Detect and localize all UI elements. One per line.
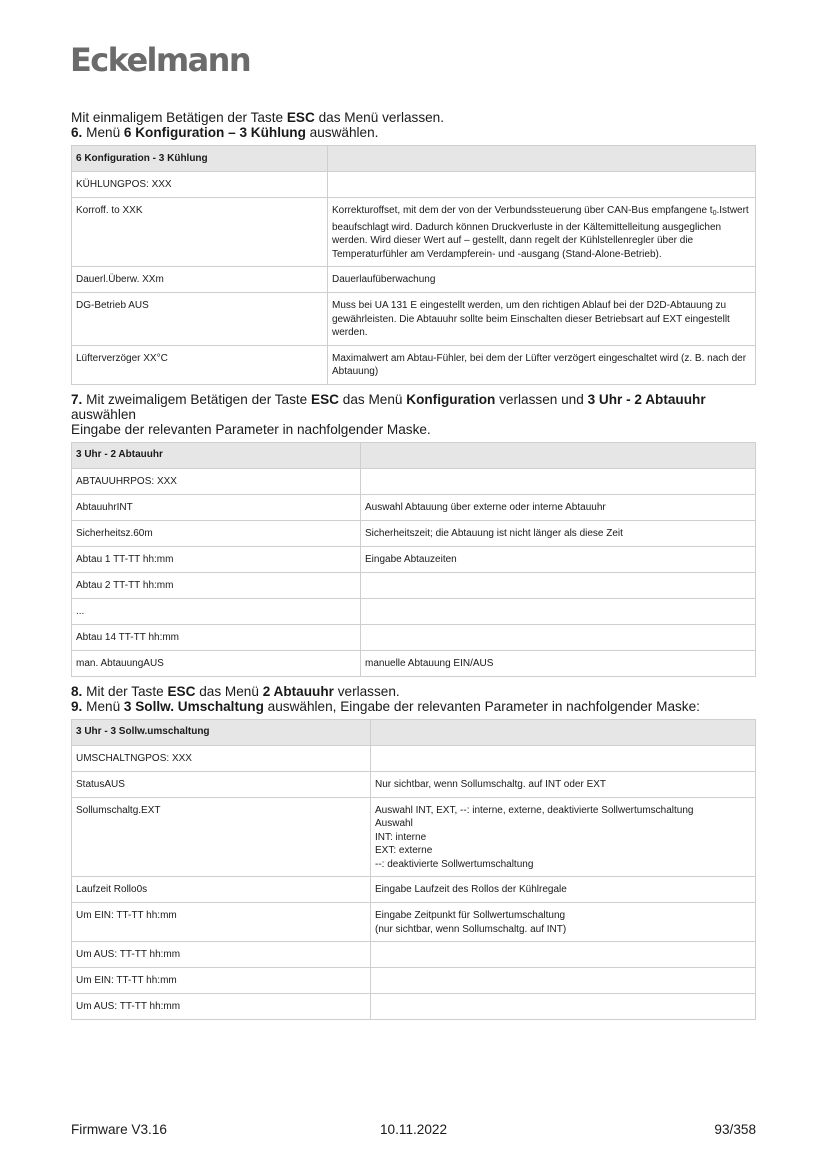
table-row: ...: [72, 598, 756, 624]
table-header-row: [72, 146, 756, 172]
step-5-text: Mit einmaligem Betätigen der Taste ESC das Menü verlassen.: [71, 110, 445, 125]
table-abtauuhr: [71, 442, 756, 677]
main-content: [71, 110, 756, 1027]
table-header-row: [72, 719, 756, 745]
table-kuehlung: [71, 145, 756, 385]
table-row: Um EIN: TT-TT hh:mm Eingabe Zeitpunkt für Sollwertumschaltung (nur sichtbar, wenn Sollumschaltg. auf INT): [72, 903, 756, 942]
table-row: Um EIN: TT-TT hh:mm: [72, 968, 756, 994]
step-7-subtext: Eingabe der relevanten Parameter in nachfolgender Maske.: [71, 421, 431, 437]
table-row: UMSCHALTNGPOS: XXX: [72, 745, 756, 771]
step-8-text: 8. Mit der Taste ESC das Menü 2 Abtauuhr verlassen.: [71, 683, 400, 699]
table-header-row: [72, 442, 756, 468]
table-row: StatusAUS Nur sichtbar, wenn Sollumschaltg. auf INT oder EXT: [72, 771, 756, 797]
footer-page-number: 93/358: [714, 1122, 756, 1137]
table-row: Lüfterverzöger XX°C Maximalwert am Abtau-Fühler, bei dem der Lüfter verzögert eingeschaltet wird (z. B. nach der Abtauung): [72, 345, 756, 384]
table-row: AbtauuhrINT Auswahl Abtauung über externe oder interne Abtauuhr: [72, 494, 756, 520]
table-row: Laufzeit Rollo0s Eingabe Laufzeit des Rollos der Kühlregale: [72, 877, 756, 903]
table-row: man. AbtauungAUS manuelle Abtauung EIN/AUS: [72, 650, 756, 676]
table-row: ABTAUUHRPOS: XXX: [72, 468, 756, 494]
table-sollw-umschaltung: [71, 719, 756, 1021]
table-row: DG-Betrieb AUS Muss bei UA 131 E eingestellt werden, um den richtigen Ablauf bei der D2D-Abtauung zu gewährleisten. Die Abtauuhr sollte beim Einschalten dieser Betriebsart auf EXT eingestellt werden.: [72, 293, 756, 346]
table-row: Dauerl.Überw. XXm Dauerlaufüberwachung: [72, 267, 756, 293]
korroff-description: Korrekturoffset, mit dem der von der Verbundssteuerung über CAN-Bus empfangene $t_0.Istwert$ beaufschlagt wird. Dadurch können Druckverluste in der Kältemittelleitung ausgeglichen werden. Wird dieser Wert auf – gestellt, dann regelt der Kühlstellenregler über die Temperaturfühler am Verdampferein- und -ausgang (Stand-Alone-Betrieb).: [328, 198, 756, 267]
table-row: Um AUS: TT-TT hh:mm: [72, 942, 756, 968]
step-7-text: 7. Mit zweimaligem Betätigen der Taste ESC das Menü Konfiguration verlassen und 3 Uhr - 2 Abtauuhr auswählen: [71, 391, 706, 422]
footer-date: 10.11.2022: [380, 1122, 448, 1137]
table-row: Abtau 2 TT-TT hh:mm: [72, 572, 756, 598]
table-header: 3 Uhr - 2 Abtauuhr: [72, 442, 361, 468]
table-row: Sicherheitsz.60m Sicherheitszeit; die Abtauung ist nicht länger als diese Zeit: [72, 520, 756, 546]
table-row: Sollumschaltg.EXT Auswahl INT, EXT, --: interne, externe, deaktivierte Sollwertumschaltung Auswahl INT: interne EXT: externe --: deaktivierte Sollwertumschaltung: [72, 797, 756, 877]
eckelmann-logo: Eckelmann: [70, 41, 251, 79]
table-header: 6 Konfiguration - 3 Kühlung: [72, 146, 328, 172]
step-6-text: 6. Menü 6 Konfiguration – 3 Kühlung auswählen.: [71, 125, 379, 140]
table-row: KÜHLUNGPOS: XXX: [72, 172, 756, 198]
table-row: Korroff. to XXK Korrekturoffset, mit dem der von der Verbundssteuerung über CAN-Bus empfangene $t_0.Istwert$ beaufschlagt wird. Dadurch können Druckverluste in der Kältemittelleitung ausgeglichen werden. Wird dieser Wert auf – gestellt, dann regelt der Kühlstellenregler über die Temperaturfühler am Verdampferein- und -ausgang (Stand-Alone-Betrieb).: [72, 198, 756, 267]
table-row: Abtau 1 TT-TT hh:mm Eingabe Abtauzeiten: [72, 546, 756, 572]
table-header: 3 Uhr - 3 Sollw.umschaltung: [72, 719, 371, 745]
footer-firmware: Firmware V3.16: [71, 1122, 167, 1137]
step-9-text: 9. Menü 3 Sollw. Umschaltung auswählen, Eingabe der relevanten Parameter in nachfolgender Maske:: [71, 698, 700, 714]
table-row: Abtau 14 TT-TT hh:mm: [72, 624, 756, 650]
table-row: Um AUS: TT-TT hh:mm: [72, 994, 756, 1020]
